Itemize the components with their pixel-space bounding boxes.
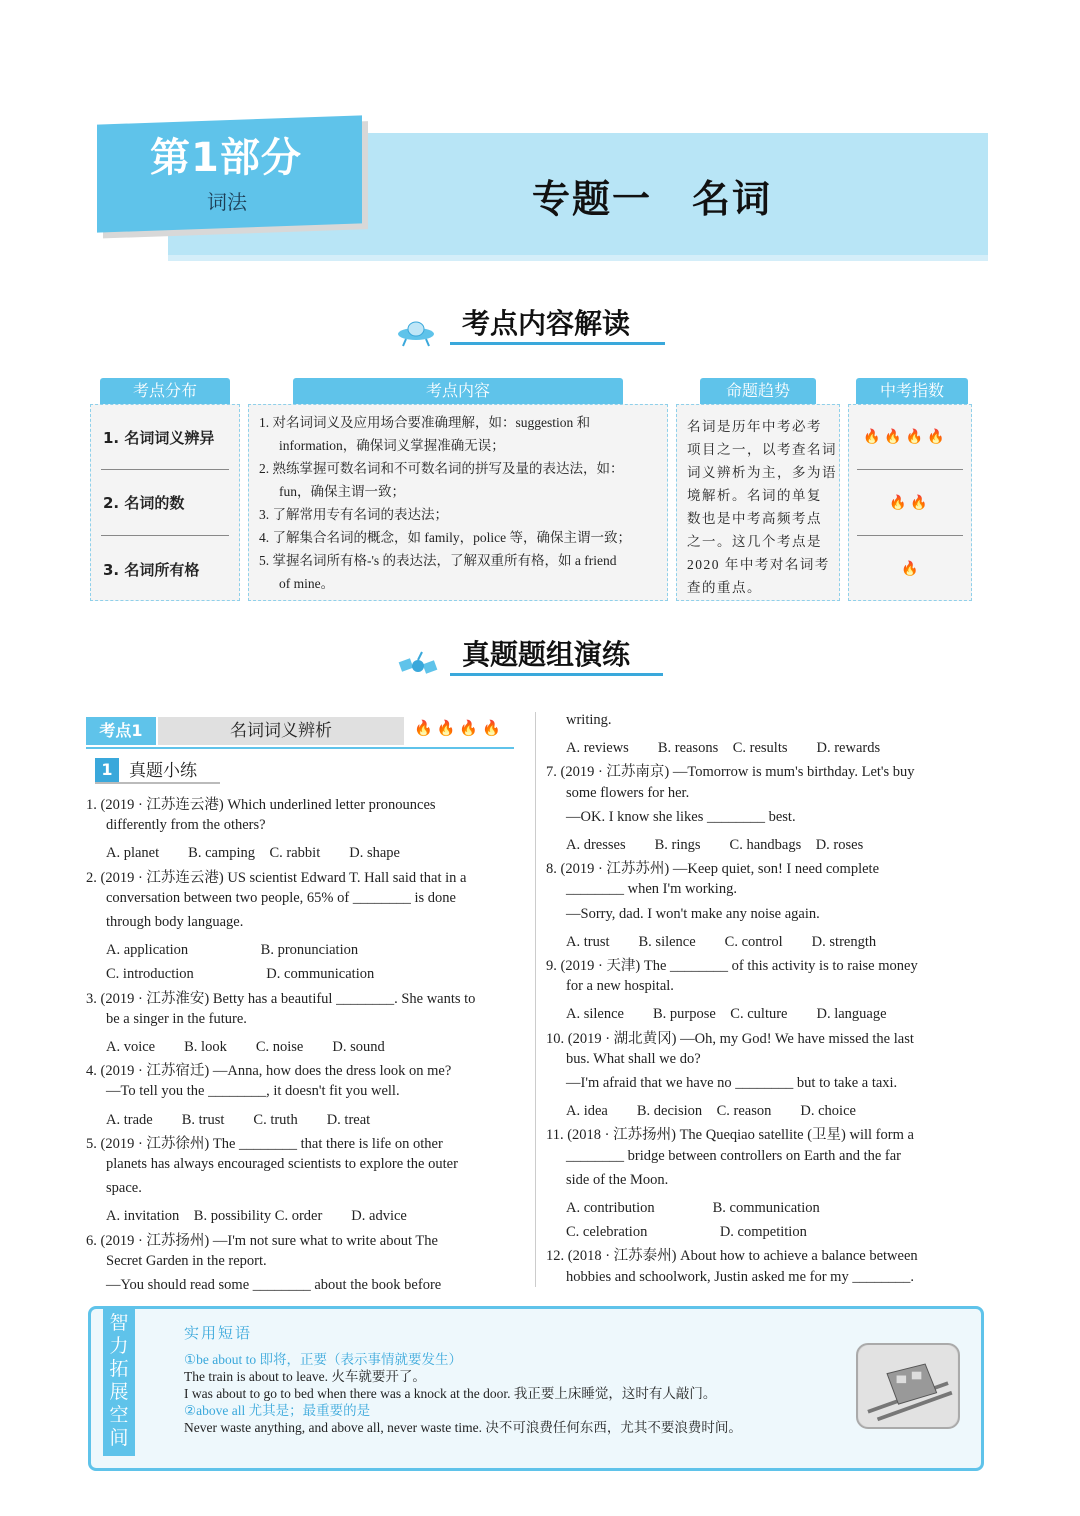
- question-line: side of the Moon.: [566, 1171, 669, 1188]
- section-title-2: 真题题组演练: [462, 638, 631, 671]
- question-line: ________ when I'm working.: [566, 881, 737, 898]
- trend-line: 词义辨析为主，多为语: [687, 465, 837, 480]
- col-head-distribution: 考点分布: [100, 378, 230, 404]
- trend-line: 境解析。名词的单复: [687, 488, 822, 503]
- section-title-1: 考点内容解读: [462, 307, 631, 340]
- question-line: —OK. I know she likes ________ best.: [566, 808, 796, 825]
- content-line: 3. 了解常用专有名词的表达法；: [259, 507, 448, 522]
- question-line: —To tell you the ________, it doesn't fit you well.: [106, 1083, 400, 1100]
- question-line: conversation between two people, 65% of ________ is done: [106, 889, 456, 906]
- content-box: [248, 404, 668, 601]
- answer-options: A. contribution B. communication: [566, 1200, 820, 1216]
- answer-options: C. celebration D. competition: [566, 1224, 807, 1241]
- trend-line: 数也是中考高频考点: [687, 511, 822, 526]
- question-line: be a singer in the future.: [106, 1010, 247, 1027]
- question-stem: 3. (2019 · 江苏淮安) Betty has a beautiful ________. She wants to: [86, 990, 476, 1007]
- question-line: Secret Garden in the report.: [106, 1252, 267, 1269]
- answer-options: A. planet B. camping C. rabbit D. shape: [106, 845, 400, 862]
- section-underline-1: [450, 342, 665, 345]
- divider: [857, 469, 963, 470]
- phrase-example: I was about to go to bed when there was a knock at the door. 我正要上床睡觉，这时有人敲门。: [184, 1386, 717, 1401]
- answer-options: A. trade B. trust C. truth D. treat: [106, 1111, 371, 1128]
- question-line: for a new hospital.: [566, 978, 674, 995]
- trend-box: [676, 404, 840, 601]
- phrase-heading: ②above all 尤其是；最重要的是: [184, 1403, 371, 1418]
- question-stem: 6. (2019 · 江苏扬州) —I'm not sure what to write about The: [86, 1232, 438, 1249]
- content-line: 5. 掌握名词所有格-'s 的表达法，了解双重所有格，如 a friend: [259, 553, 617, 568]
- question-line: bus. What shall we do?: [566, 1050, 701, 1067]
- ufo-icon: [396, 318, 436, 348]
- content-line: information，确保词义掌握准确无误；: [279, 438, 505, 453]
- question-line: through body language.: [106, 914, 244, 930]
- satellite-icon: [398, 650, 438, 682]
- flame-rating-icon: 🔥🔥: [889, 496, 932, 511]
- drill-underline: [95, 782, 220, 784]
- trend-line: 项目之一，以考查名词: [687, 442, 837, 457]
- divider: [101, 535, 229, 536]
- answer-options: A. reviews B. reasons C. results D. rewards: [566, 740, 881, 757]
- answer-options: A. silence B. purpose C. culture D. language: [566, 1006, 887, 1023]
- topic-title: 专题一 名词: [532, 177, 773, 221]
- extension-title: 实用短语: [184, 1324, 253, 1342]
- question-line: space.: [106, 1180, 142, 1197]
- dist-item: 3. 名词所有格: [103, 561, 200, 579]
- phrase-example: Never waste anything, and above all, never waste time. 决不可浪费任何东西，尤其不要浪费时间。: [184, 1420, 742, 1435]
- answer-options: A. idea B. decision C. reason D. choice: [566, 1103, 856, 1120]
- column-separator: [535, 712, 536, 1287]
- question-stem: 10. (2019 · 湖北黄冈) —Oh, my God! We have missed the last: [546, 1030, 914, 1047]
- content-line: 1. 对名词词义及应用场合要准确理解，如：suggestion 和: [259, 415, 591, 430]
- answer-options: A. trust B. silence C. control D. strength: [566, 933, 877, 950]
- question-line: differently from the others?: [106, 817, 266, 834]
- question-stem: 8. (2019 · 江苏苏州) —Keep quiet, son! I need complete: [546, 861, 880, 878]
- answer-options: A. voice B. look C. noise D. sound: [106, 1039, 385, 1055]
- content-line: fun，确保主谓一致；: [279, 484, 405, 499]
- question-stem: 7. (2019 · 江苏南京) —Tomorrow is mum's birthday. Let's buy: [546, 764, 915, 781]
- content-line: 4. 了解集合名词的概念，如 family，police 等，确保主谓一致；: [259, 530, 631, 545]
- answer-options: A. dresses B. rings C. handbags D. roses: [566, 837, 864, 853]
- answer-options: A. invitation B. possibility C. order D. advice: [106, 1208, 407, 1225]
- question-stem: 5. (2019 · 江苏徐州) The ________ that there is life on other: [86, 1135, 443, 1152]
- divider: [857, 535, 963, 536]
- question-line: ________ bridge between controllers on Earth and the far: [566, 1147, 902, 1164]
- kp-underline: [86, 747, 514, 749]
- part-title: 第1部分: [150, 135, 302, 181]
- trend-line: 之一。这几个考点是: [687, 534, 822, 549]
- flame-rating-icon: 🔥🔥🔥🔥: [863, 430, 949, 445]
- answer-options: C. introduction D. communication: [106, 966, 375, 983]
- question-line: planets has always encouraged scientists to explore the outer: [106, 1156, 458, 1172]
- question-line: some flowers for her.: [566, 784, 690, 801]
- content-line: 2. 熟练掌握可数名词和不可数名词的拼写及量的表达法，如：: [259, 461, 624, 476]
- col-head-trend: 命题趋势: [700, 378, 816, 404]
- question-stem: 1. (2019 · 江苏连云港) Which underlined letter pronounces: [86, 797, 436, 813]
- kp-tag: 考点1: [86, 717, 156, 745]
- question-line: writing.: [566, 712, 612, 728]
- trend-line: 名词是历年中考必考: [687, 419, 822, 434]
- distribution-box: [90, 404, 240, 601]
- question-stem: 2. (2019 · 江苏连云港) US scientist Edward T. Hall said that in a: [86, 869, 467, 886]
- divider: [101, 469, 229, 470]
- kp-title: 名词词义辨析: [158, 717, 404, 745]
- trend-line: 查的重点。: [687, 580, 762, 595]
- col-head-content: 考点内容: [293, 378, 623, 404]
- extension-side-label: 智力拓展空间: [109, 1312, 129, 1449]
- phrase-heading: ①be about to 即将，正要（表示事情就要发生）: [184, 1352, 462, 1367]
- drill-title: 真题小练: [129, 761, 197, 781]
- answer-options: A. application B. pronunciation: [106, 942, 359, 959]
- flame-rating-icon: 🔥🔥🔥🔥: [414, 721, 505, 737]
- index-box: [848, 404, 972, 601]
- phrase-example: The train is about to leave. 火车就要开了。: [184, 1369, 426, 1384]
- question-stem: 4. (2019 · 江苏宿迁) —Anna, how does the dress look on me?: [86, 1063, 452, 1080]
- col-head-index: 中考指数: [856, 378, 968, 404]
- train-illustration: [856, 1343, 960, 1429]
- question-line: —Sorry, dad. I won't make any noise again.: [566, 905, 820, 922]
- flame-rating-icon: 🔥: [901, 562, 923, 577]
- dist-item: 1. 名词词义辨异: [103, 429, 215, 447]
- question-line: —You should read some ________ about the book before: [106, 1277, 442, 1293]
- drill-number: 1: [95, 758, 119, 782]
- trend-line: 2020 年中考对名词考: [687, 557, 830, 572]
- content-line: of mine。: [279, 576, 335, 591]
- question-stem: 12. (2018 · 江苏泰州) About how to achieve a balance between: [546, 1248, 918, 1265]
- section-underline-2: [450, 673, 663, 676]
- question-line: hobbies and schoolwork, Justin asked me for my ________.: [566, 1268, 914, 1285]
- part-subtitle: 词法: [207, 190, 247, 214]
- question-line: —I'm afraid that we have no ________ but to take a taxi.: [566, 1075, 898, 1091]
- question-stem: 11. (2018 · 江苏扬州) The Queqiao satellite (卫星) will form a: [546, 1127, 914, 1144]
- header-band-shadow: [168, 255, 988, 261]
- question-stem: 9. (2019 · 天津) The ________ of this activity is to raise money: [546, 958, 918, 974]
- dist-item: 2. 名词的数: [103, 494, 185, 512]
